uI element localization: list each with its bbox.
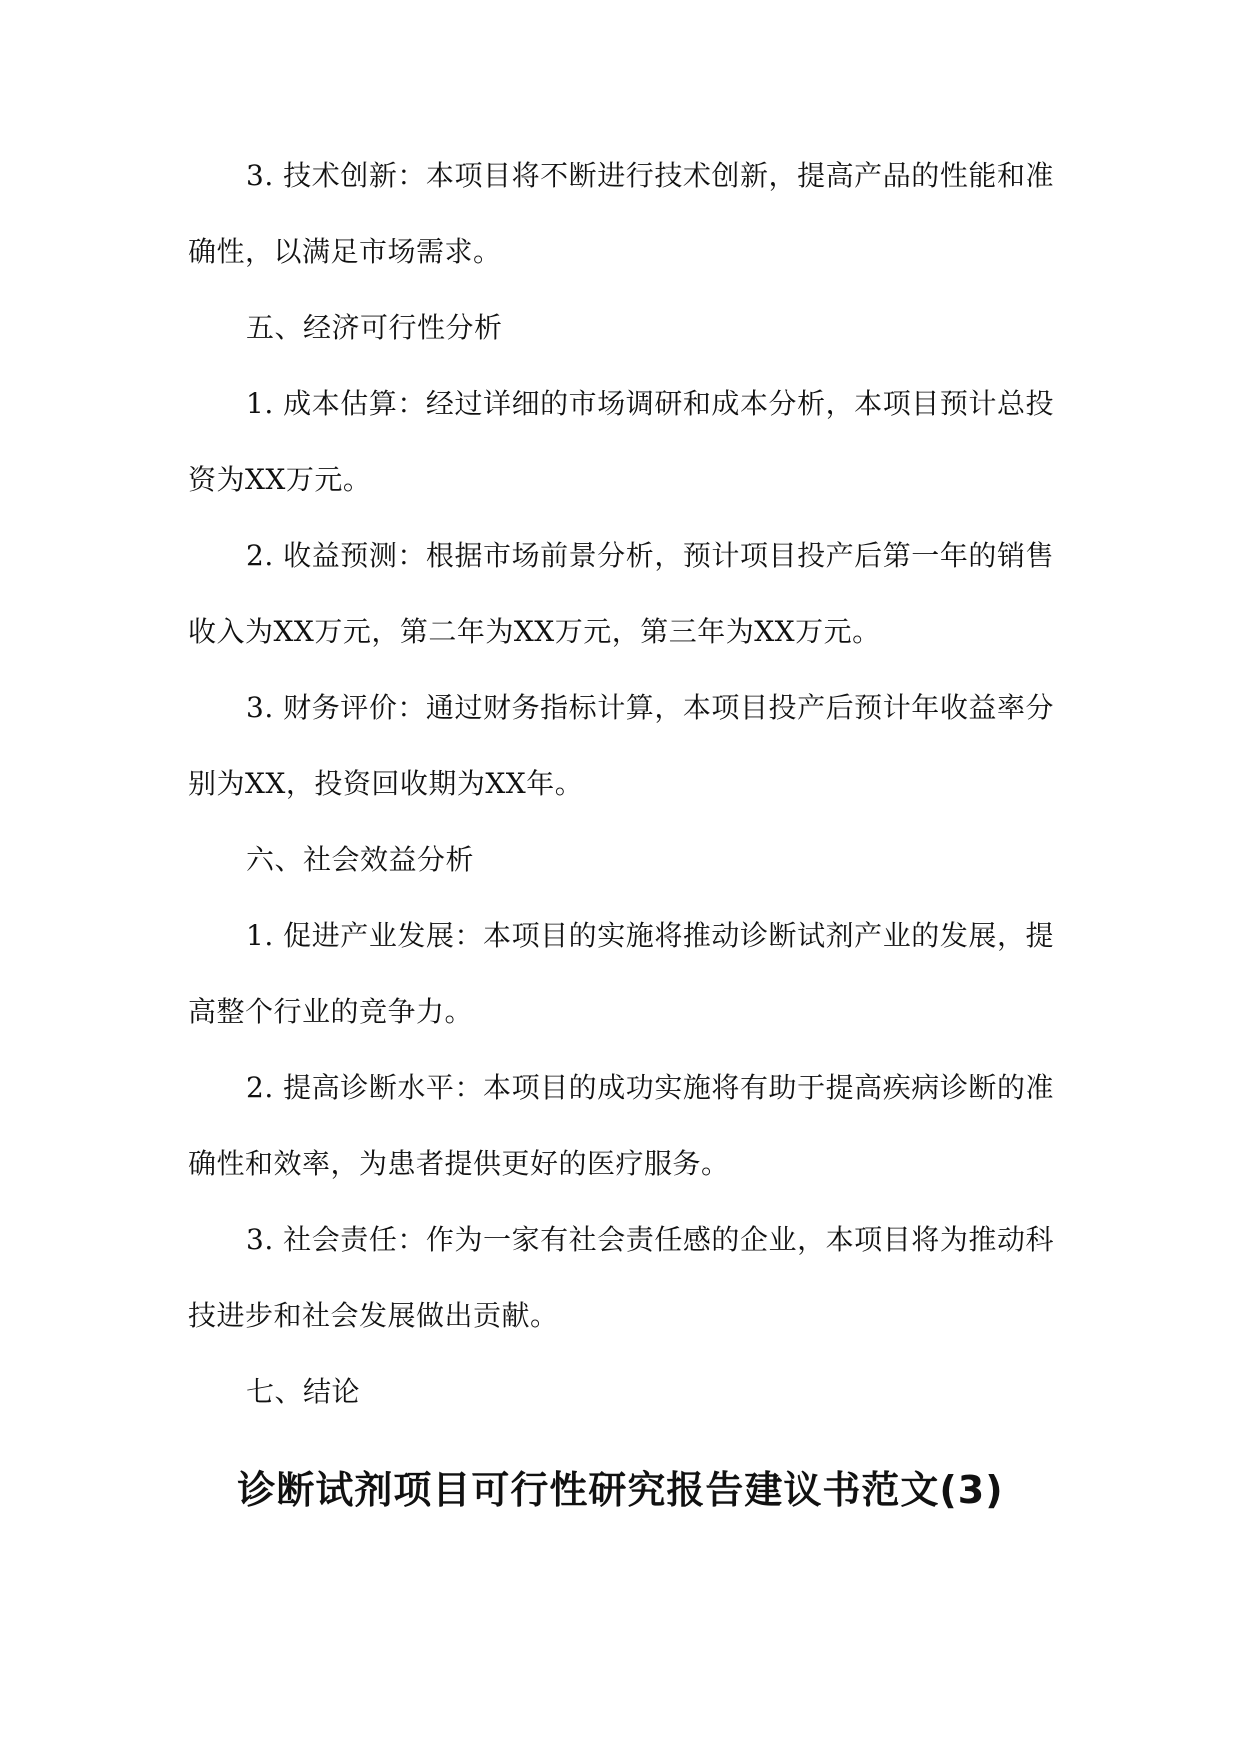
document-body [188,138,1054,1430]
paragraph-financial-evaluation: 3. 财务评价：通过财务指标计算，本项目投产后预计年收益率分别为XX，投资回收期为XX年。 [188,691,1054,800]
document-title: 诊断试剂项目可行性研究报告建议书范文(3) [237,1468,1004,1512]
section-heading-conclusion: 七、结论 [246,1375,361,1408]
paragraph-social-responsibility: 3. 社会责任：作为一家有社会责任感的企业，本项目将为推动科技进步和社会发展做出贡献。 [188,1223,1054,1332]
paragraph-industry-development: 1. 促进产业发展：本项目的实施将推动诊断试剂产业的发展，提高整个行业的竞争力。 [188,919,1054,1028]
paragraph-diagnosis-level: 2. 提高诊断水平：本项目的成功实施将有助于提高疾病诊断的准确性和效率，为患者提供更好的医疗服务。 [188,1071,1054,1180]
paragraph-cost-estimate: 1. 成本估算：经过详细的市场调研和成本分析，本项目预计总投资为XX万元。 [188,387,1054,496]
section-heading-economic-feasibility: 五、经济可行性分析 [246,311,503,344]
section-heading-social-benefit: 六、社会效益分析 [246,843,475,876]
paragraph-tech-innovation: 3. 技术创新：本项目将不断进行技术创新，提高产品的性能和准确性，以满足市场需求。 [188,159,1054,268]
paragraph-revenue-forecast: 2. 收益预测：根据市场前景分析，预计项目投产后第一年的销售收入为XX万元，第二年为XX万元，第三年为XX万元。 [188,539,1054,648]
